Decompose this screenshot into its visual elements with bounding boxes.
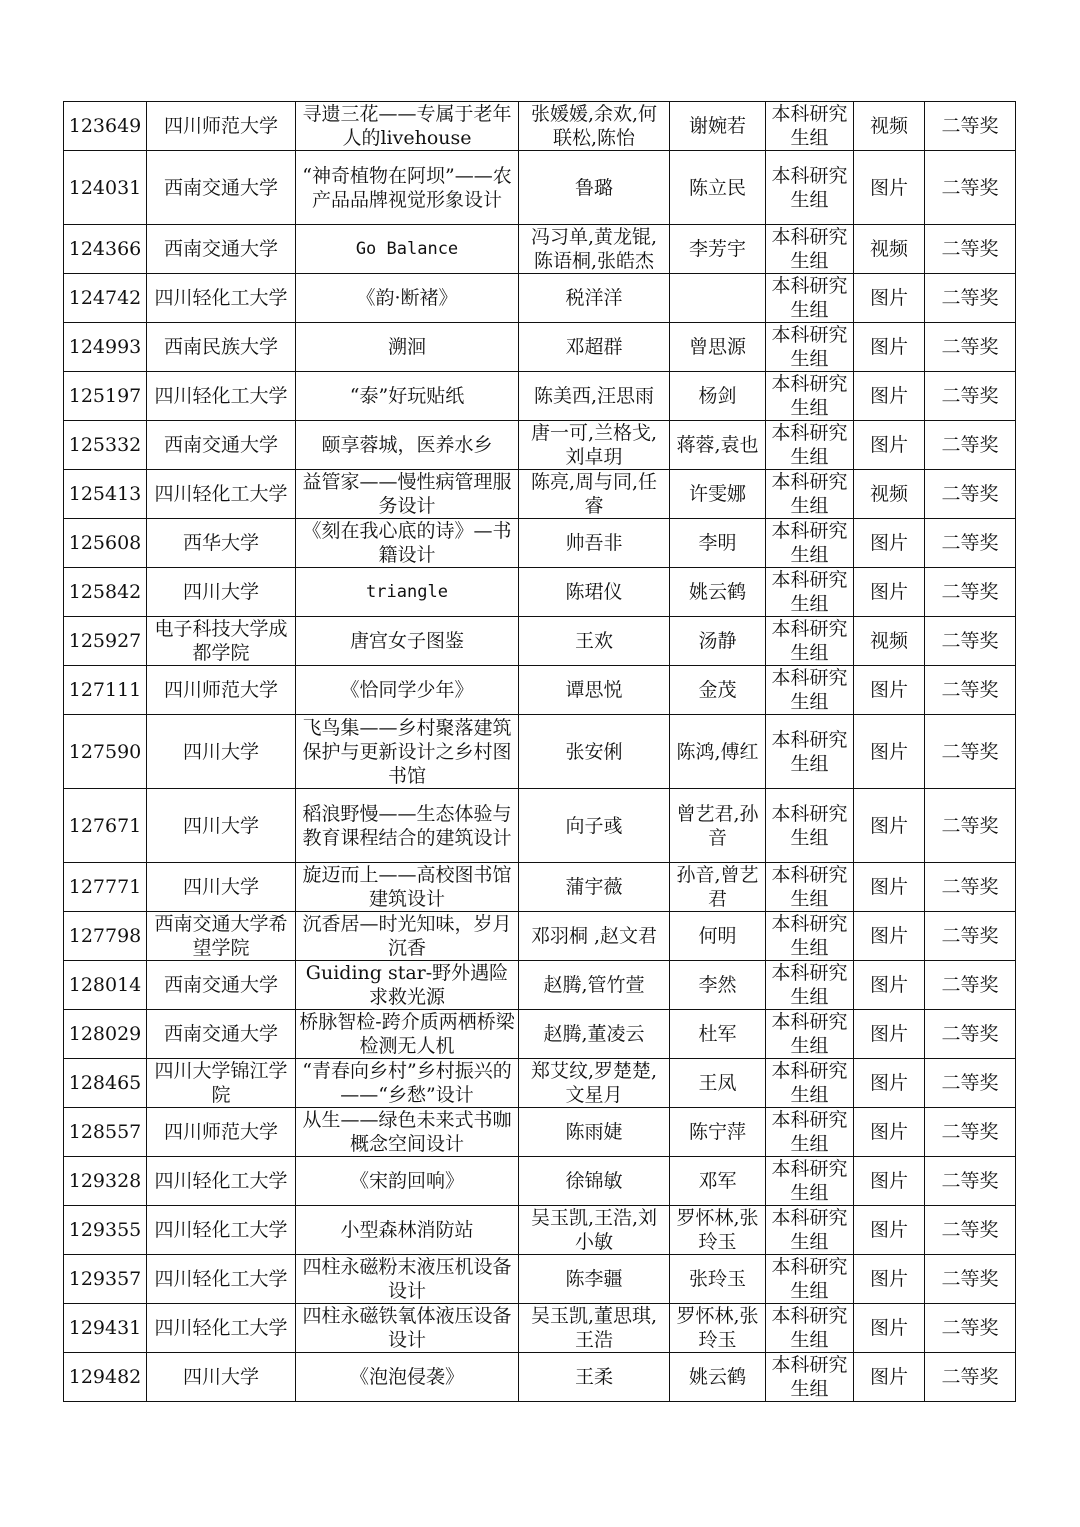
advisor-cell: 曾艺君,孙音 (670, 789, 766, 863)
work-title-cell: 飞鸟集——乡村聚落建筑保护与更新设计之乡村图书馆 (296, 715, 519, 789)
group-cell: 本科研究生组 (766, 789, 854, 863)
work-title-cell: triangle (296, 568, 519, 617)
work-type-cell: 视频 (854, 225, 925, 274)
advisor-cell: 陈宁萍 (670, 1108, 766, 1157)
work-type-cell: 图片 (854, 323, 925, 372)
group-cell: 本科研究生组 (766, 1157, 854, 1206)
award-cell: 二等奖 (925, 789, 1016, 863)
group-cell: 本科研究生组 (766, 1255, 854, 1304)
entry-id-cell: 125842 (64, 568, 147, 617)
table-row (64, 1059, 1016, 1108)
advisor-cell: 许雯娜 (670, 470, 766, 519)
work-title-cell: 寻遗三花——专属于老年人的livehouse (296, 102, 519, 151)
work-title-cell: 溯洄 (296, 323, 519, 372)
school-cell: 四川轻化工大学 (147, 1255, 296, 1304)
advisor-cell: 李明 (670, 519, 766, 568)
school-cell: 四川轻化工大学 (147, 1157, 296, 1206)
table-row (64, 1157, 1016, 1206)
work-title-cell: “青春向乡村”乡村振兴的——“乡愁”设计 (296, 1059, 519, 1108)
work-title-cell: 《韵·断褚》 (296, 274, 519, 323)
work-type-cell: 图片 (854, 1059, 925, 1108)
table-row (64, 1255, 1016, 1304)
work-title-cell: 唐宫女子图鉴 (296, 617, 519, 666)
work-type-cell: 图片 (854, 912, 925, 961)
members-cell: 吴玉凯,董思琪,王浩 (519, 1304, 670, 1353)
advisor-cell: 孙音,曾艺君 (670, 863, 766, 912)
work-type-cell: 图片 (854, 519, 925, 568)
work-type-cell: 图片 (854, 961, 925, 1010)
work-type-cell: 图片 (854, 1353, 925, 1402)
entry-id-cell: 124366 (64, 225, 147, 274)
group-cell: 本科研究生组 (766, 1304, 854, 1353)
school-cell: 四川大学 (147, 863, 296, 912)
school-cell: 四川大学 (147, 789, 296, 863)
members-cell: 王柔 (519, 1353, 670, 1402)
members-cell: 邓超群 (519, 323, 670, 372)
members-cell: 向子彧 (519, 789, 670, 863)
award-cell: 二等奖 (925, 1108, 1016, 1157)
work-title-cell: Go Balance (296, 225, 519, 274)
award-cell: 二等奖 (925, 1157, 1016, 1206)
entry-id-cell: 123649 (64, 102, 147, 151)
advisor-cell: 姚云鹤 (670, 568, 766, 617)
advisor-cell: 曾思源 (670, 323, 766, 372)
school-cell: 四川师范大学 (147, 666, 296, 715)
school-cell: 西南民族大学 (147, 323, 296, 372)
table-row (64, 617, 1016, 666)
work-title-cell: 旋迈而上——高校图书馆建筑设计 (296, 863, 519, 912)
advisor-cell: 陈鸿,傅红 (670, 715, 766, 789)
table-row (64, 519, 1016, 568)
entry-id-cell: 124993 (64, 323, 147, 372)
members-cell: 税洋洋 (519, 274, 670, 323)
advisor-cell: 杨剑 (670, 372, 766, 421)
advisor-cell: 李芳宇 (670, 225, 766, 274)
award-cell: 二等奖 (925, 151, 1016, 225)
award-cell: 二等奖 (925, 421, 1016, 470)
group-cell: 本科研究生组 (766, 225, 854, 274)
work-title-cell: 四柱永磁粉末液压机设备设计 (296, 1255, 519, 1304)
award-cell: 二等奖 (925, 666, 1016, 715)
group-cell: 本科研究生组 (766, 617, 854, 666)
table-row (64, 470, 1016, 519)
advisor-cell: 汤静 (670, 617, 766, 666)
members-cell: 陈珺仪 (519, 568, 670, 617)
school-cell: 四川师范大学 (147, 1108, 296, 1157)
table-row (64, 225, 1016, 274)
advisor-cell: 姚云鹤 (670, 1353, 766, 1402)
entry-id-cell: 124031 (64, 151, 147, 225)
award-cell: 二等奖 (925, 102, 1016, 151)
entry-id-cell: 128557 (64, 1108, 147, 1157)
entry-id-cell: 127590 (64, 715, 147, 789)
work-type-cell: 图片 (854, 666, 925, 715)
advisor-cell: 陈立民 (670, 151, 766, 225)
work-type-cell: 图片 (854, 151, 925, 225)
table-row (64, 372, 1016, 421)
members-cell: 邓羽桐 ,赵文君 (519, 912, 670, 961)
members-cell: 郑艾纹,罗楚楚,文星月 (519, 1059, 670, 1108)
school-cell: 四川师范大学 (147, 102, 296, 151)
group-cell: 本科研究生组 (766, 421, 854, 470)
group-cell: 本科研究生组 (766, 961, 854, 1010)
work-type-cell: 视频 (854, 617, 925, 666)
award-cell: 二等奖 (925, 1353, 1016, 1402)
school-cell: 西南交通大学 (147, 1010, 296, 1059)
table-row (64, 1206, 1016, 1255)
entry-id-cell: 127798 (64, 912, 147, 961)
entry-id-cell: 127771 (64, 863, 147, 912)
award-cell: 二等奖 (925, 1255, 1016, 1304)
advisor-cell: 王凤 (670, 1059, 766, 1108)
members-cell: 鲁璐 (519, 151, 670, 225)
work-type-cell: 图片 (854, 274, 925, 323)
members-cell: 张媛媛,余欢,何联松,陈怡 (519, 102, 670, 151)
work-type-cell: 图片 (854, 1206, 925, 1255)
group-cell: 本科研究生组 (766, 151, 854, 225)
entry-id-cell: 124742 (64, 274, 147, 323)
school-cell: 西南交通大学 (147, 961, 296, 1010)
group-cell: 本科研究生组 (766, 715, 854, 789)
advisor-cell: 张玲玉 (670, 1255, 766, 1304)
table-row (64, 102, 1016, 151)
school-cell: 西南交通大学 (147, 421, 296, 470)
awards-table (63, 101, 1016, 1402)
entry-id-cell: 125927 (64, 617, 147, 666)
group-cell: 本科研究生组 (766, 666, 854, 715)
work-type-cell: 图片 (854, 1304, 925, 1353)
award-cell: 二等奖 (925, 568, 1016, 617)
award-cell: 二等奖 (925, 1304, 1016, 1353)
work-title-cell: 桥脉智检-跨介质两栖桥梁检测无人机 (296, 1010, 519, 1059)
members-cell: 王欢 (519, 617, 670, 666)
entry-id-cell: 129431 (64, 1304, 147, 1353)
work-title-cell: “神奇植物在阿坝”——农产品品牌视觉形象设计 (296, 151, 519, 225)
work-type-cell: 图片 (854, 1108, 925, 1157)
award-cell: 二等奖 (925, 470, 1016, 519)
school-cell: 西南交通大学希望学院 (147, 912, 296, 961)
advisor-cell: 金茂 (670, 666, 766, 715)
advisor-cell: 李然 (670, 961, 766, 1010)
work-title-cell: 《刻在我心底的诗》—书籍设计 (296, 519, 519, 568)
entry-id-cell: 127671 (64, 789, 147, 863)
work-title-cell: 小型森林消防站 (296, 1206, 519, 1255)
school-cell: 四川轻化工大学 (147, 470, 296, 519)
table-row (64, 1010, 1016, 1059)
members-cell: 陈美西,汪思雨 (519, 372, 670, 421)
table-row (64, 863, 1016, 912)
group-cell: 本科研究生组 (766, 1206, 854, 1255)
work-title-cell: 四柱永磁铁氧体液压设备设计 (296, 1304, 519, 1353)
advisor-cell: 邓军 (670, 1157, 766, 1206)
school-cell: 四川轻化工大学 (147, 372, 296, 421)
work-type-cell: 图片 (854, 715, 925, 789)
members-cell: 蒲宇薇 (519, 863, 670, 912)
work-type-cell: 图片 (854, 421, 925, 470)
work-type-cell: 图片 (854, 372, 925, 421)
work-title-cell: 《恰同学少年》 (296, 666, 519, 715)
members-cell: 赵腾,管竹萱 (519, 961, 670, 1010)
group-cell: 本科研究生组 (766, 274, 854, 323)
members-cell: 谭思悦 (519, 666, 670, 715)
entry-id-cell: 128465 (64, 1059, 147, 1108)
table-row (64, 789, 1016, 863)
work-title-cell: 沉香居—时光知味，岁月沉香 (296, 912, 519, 961)
members-cell: 张安俐 (519, 715, 670, 789)
table-row (64, 1108, 1016, 1157)
work-type-cell: 图片 (854, 1010, 925, 1059)
award-cell: 二等奖 (925, 617, 1016, 666)
group-cell: 本科研究生组 (766, 912, 854, 961)
table-row (64, 274, 1016, 323)
school-cell: 四川大学 (147, 1353, 296, 1402)
entry-id-cell: 129357 (64, 1255, 147, 1304)
school-cell: 四川大学 (147, 715, 296, 789)
members-cell: 陈雨婕 (519, 1108, 670, 1157)
award-cell: 二等奖 (925, 715, 1016, 789)
work-title-cell: 从生——绿色未来式书咖概念空间设计 (296, 1108, 519, 1157)
members-cell: 徐锦敏 (519, 1157, 670, 1206)
table-row (64, 568, 1016, 617)
school-cell: 四川轻化工大学 (147, 274, 296, 323)
school-cell: 西南交通大学 (147, 151, 296, 225)
school-cell: 四川轻化工大学 (147, 1206, 296, 1255)
group-cell: 本科研究生组 (766, 323, 854, 372)
entry-id-cell: 125413 (64, 470, 147, 519)
award-cell: 二等奖 (925, 1010, 1016, 1059)
award-cell: 二等奖 (925, 225, 1016, 274)
group-cell: 本科研究生组 (766, 1108, 854, 1157)
award-cell: 二等奖 (925, 961, 1016, 1010)
award-cell: 二等奖 (925, 912, 1016, 961)
table-row (64, 715, 1016, 789)
entry-id-cell: 128014 (64, 961, 147, 1010)
group-cell: 本科研究生组 (766, 102, 854, 151)
entry-id-cell: 127111 (64, 666, 147, 715)
school-cell: 四川大学锦江学院 (147, 1059, 296, 1108)
work-type-cell: 图片 (854, 568, 925, 617)
work-title-cell: 《宋韵回响》 (296, 1157, 519, 1206)
entry-id-cell: 128029 (64, 1010, 147, 1059)
members-cell: 陈亮,周与同,任睿 (519, 470, 670, 519)
work-title-cell: 《泡泡侵袭》 (296, 1353, 519, 1402)
members-cell: 吴玉凯,王浩,刘小敏 (519, 1206, 670, 1255)
award-cell: 二等奖 (925, 1059, 1016, 1108)
school-cell: 四川轻化工大学 (147, 1304, 296, 1353)
work-type-cell: 视频 (854, 470, 925, 519)
group-cell: 本科研究生组 (766, 568, 854, 617)
award-cell: 二等奖 (925, 863, 1016, 912)
table-row (64, 421, 1016, 470)
work-title-cell: 稻浪野慢——生态体验与教育课程结合的建筑设计 (296, 789, 519, 863)
table-row (64, 912, 1016, 961)
members-cell: 帅吾非 (519, 519, 670, 568)
group-cell: 本科研究生组 (766, 1010, 854, 1059)
entry-id-cell: 125608 (64, 519, 147, 568)
award-cell: 二等奖 (925, 323, 1016, 372)
table-row (64, 151, 1016, 225)
group-cell: 本科研究生组 (766, 1353, 854, 1402)
work-type-cell: 图片 (854, 789, 925, 863)
entry-id-cell: 125332 (64, 421, 147, 470)
members-cell: 赵腾,董凌云 (519, 1010, 670, 1059)
table-body (64, 102, 1016, 1402)
work-type-cell: 视频 (854, 102, 925, 151)
work-title-cell: “泰”好玩贴纸 (296, 372, 519, 421)
advisor-cell: 罗怀林,张玲玉 (670, 1304, 766, 1353)
advisor-cell (670, 274, 766, 323)
award-cell: 二等奖 (925, 372, 1016, 421)
advisor-cell: 杜军 (670, 1010, 766, 1059)
table-row (64, 1353, 1016, 1402)
award-cell: 二等奖 (925, 274, 1016, 323)
school-cell: 西南交通大学 (147, 225, 296, 274)
entry-id-cell: 129482 (64, 1353, 147, 1402)
group-cell: 本科研究生组 (766, 1059, 854, 1108)
advisor-cell: 谢婉若 (670, 102, 766, 151)
work-title-cell: 颐享蓉城，医养水乡 (296, 421, 519, 470)
table-row (64, 961, 1016, 1010)
group-cell: 本科研究生组 (766, 519, 854, 568)
entry-id-cell: 129355 (64, 1206, 147, 1255)
group-cell: 本科研究生组 (766, 372, 854, 421)
table-row (64, 323, 1016, 372)
award-cell: 二等奖 (925, 1206, 1016, 1255)
entry-id-cell: 125197 (64, 372, 147, 421)
work-title-cell: Guiding star-野外遇险求救光源 (296, 961, 519, 1010)
members-cell: 陈李疆 (519, 1255, 670, 1304)
table-row (64, 666, 1016, 715)
work-title-cell: 益管家——慢性病管理服务设计 (296, 470, 519, 519)
group-cell: 本科研究生组 (766, 470, 854, 519)
work-type-cell: 图片 (854, 1255, 925, 1304)
advisor-cell: 罗怀林,张玲玉 (670, 1206, 766, 1255)
advisor-cell: 何明 (670, 912, 766, 961)
advisor-cell: 蒋蓉,袁也 (670, 421, 766, 470)
group-cell: 本科研究生组 (766, 863, 854, 912)
school-cell: 四川大学 (147, 568, 296, 617)
school-cell: 西华大学 (147, 519, 296, 568)
school-cell: 电子科技大学成都学院 (147, 617, 296, 666)
work-type-cell: 图片 (854, 1157, 925, 1206)
members-cell: 唐一可,兰格戈,刘卓玥 (519, 421, 670, 470)
table-row (64, 1304, 1016, 1353)
members-cell: 冯习单,黄龙锟,陈语桐,张皓杰 (519, 225, 670, 274)
entry-id-cell: 129328 (64, 1157, 147, 1206)
work-type-cell: 图片 (854, 863, 925, 912)
award-cell: 二等奖 (925, 519, 1016, 568)
